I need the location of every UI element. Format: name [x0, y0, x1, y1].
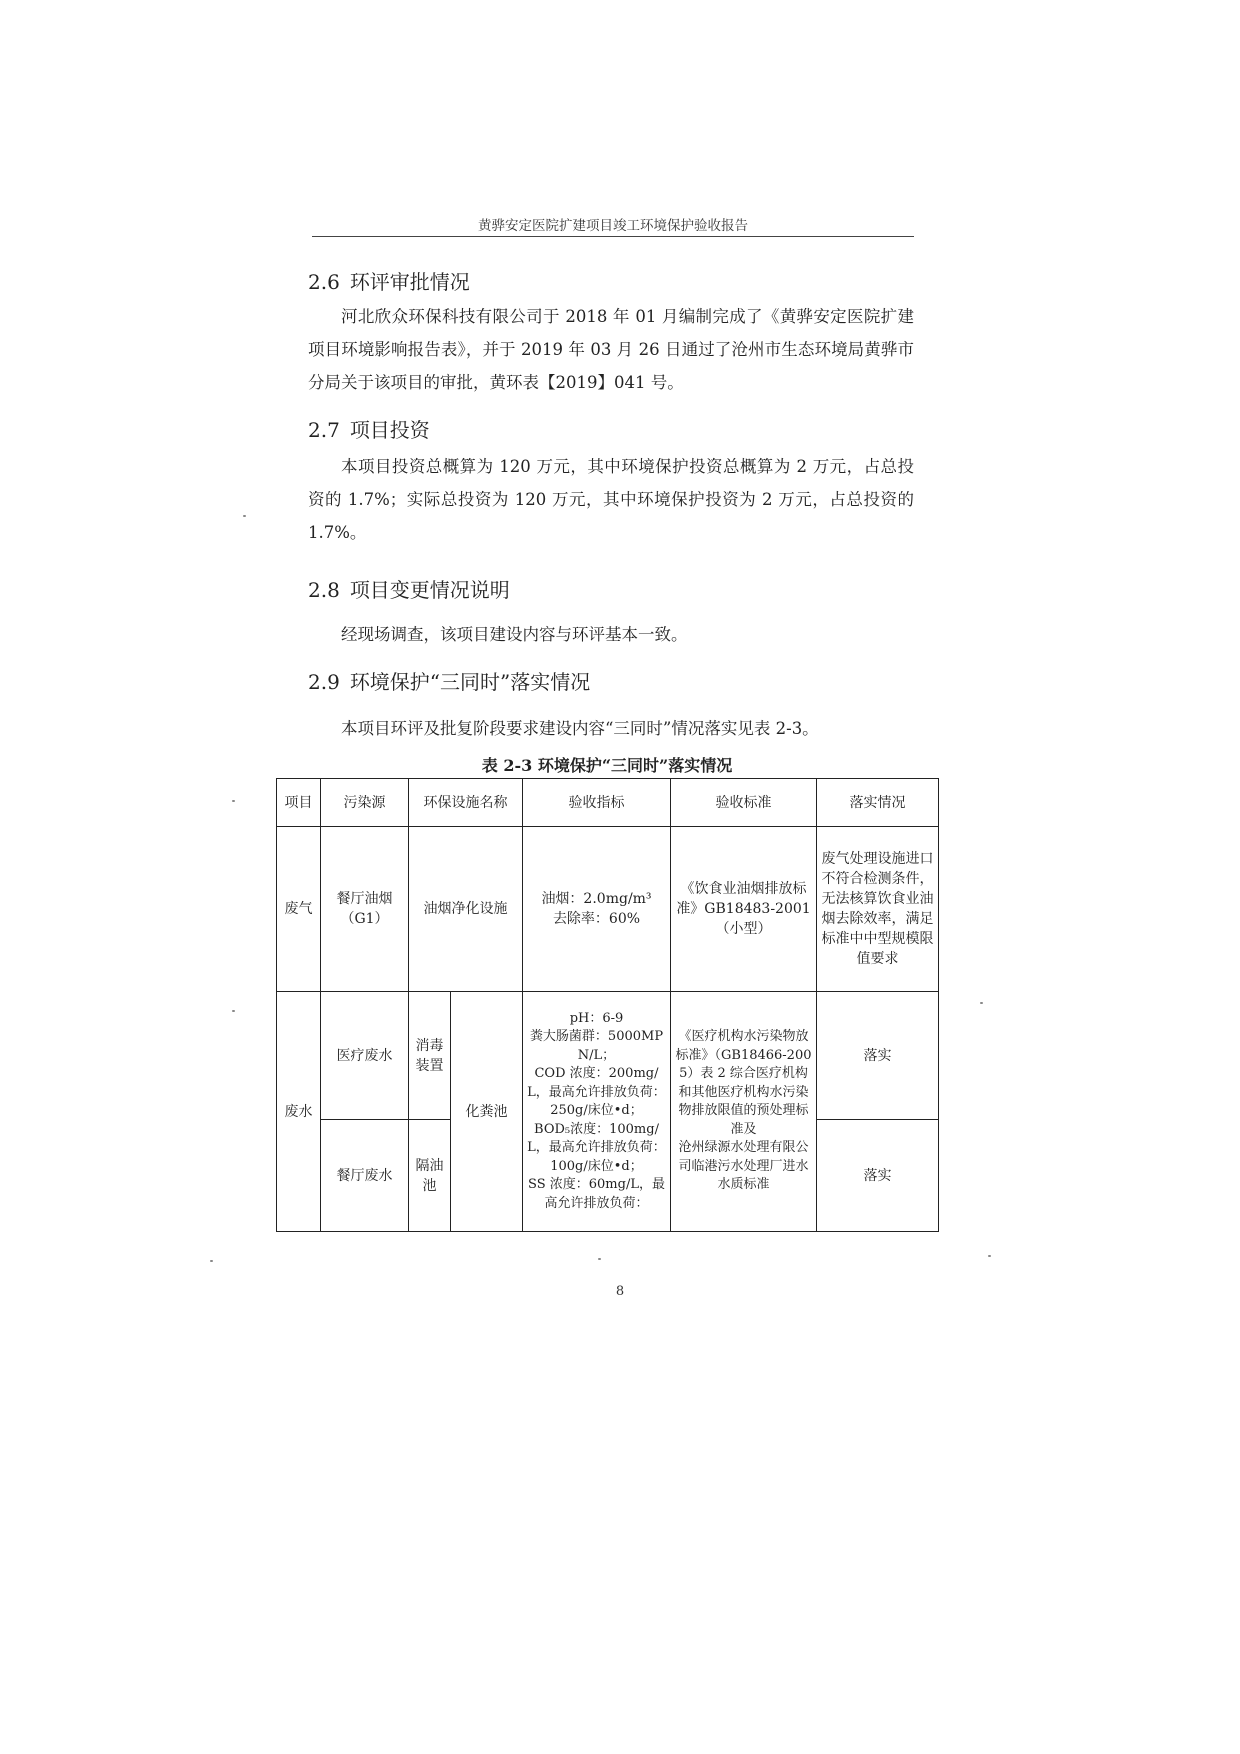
section-2-9-paragraph: 本项目环评及批复阶段要求建设内容“三同时”情况落实见表 2-3。: [341, 719, 819, 738]
cell-source: 餐厅油烟 （G1）: [321, 827, 409, 992]
cell-indicator: pH：6-9 粪大肠菌群：5000MPN/L； COD 浓度：200mg/L，最高允许排放负荷：250g/床位•d； BOD₅浓度：100mg/L，最高允许排放负荷：100g/床位•d； SS 浓度：60mg/L，最高允许排放负荷：: [523, 992, 671, 1232]
section-2-8-paragraph: 经现场调查，该项目建设内容与环评基本一致。: [341, 625, 688, 644]
cell-status: 废气处理设施进口不符合检测条件，无法核算饮食业油烟去除效率，满足标准中中型规模限值要求: [817, 827, 939, 992]
section-2-8-heading: [308, 574, 510, 603]
page-number: 8: [615, 1284, 625, 1299]
section-number: 2.8: [308, 578, 340, 602]
cell-status-canteen: 落实: [817, 1120, 939, 1232]
cell-standard: 《医疗机构水污染物放标准》（GB18466-2005）表 2 综合医疗机构和其他医疗机构水污染物排放限值的预处理标准及 沧州绿源水处理有限公司临港污水处理厂进水水质标准: [671, 992, 817, 1232]
cell-source-medical: 医疗废水: [321, 992, 409, 1120]
section-2-7-paragraph: 本项目投资总概算为 120 万元，其中环境保护投资总概算为 2 万元，占总投资的 1.7%；实际总投资为 120 万元，其中环境保护投资为 2 万元，占总投资的 1.7%。: [308, 457, 914, 542]
cell-item: 废水: [277, 992, 321, 1232]
scan-speck: [988, 1255, 991, 1257]
section-title: 环评审批情况: [349, 270, 470, 294]
scan-speck: [232, 800, 235, 802]
cell-indicator: 油烟：2.0mg/m³ 去除率：60%: [523, 827, 671, 992]
header-cell-status: 落实情况: [817, 779, 939, 827]
cell-sub-facility-grease-trap: 隔油池: [409, 1120, 451, 1232]
section-2-7-heading: [308, 414, 430, 443]
cell-standard: 《饮食业油烟排放标准》GB18483-2001（小型）: [671, 827, 817, 992]
cell-status-medical: 落实: [817, 992, 939, 1120]
cell-source-canteen: 餐厅废水: [321, 1120, 409, 1232]
section-title: 环境保护“三同时”落实情况: [349, 670, 591, 694]
section-title: 项目投资: [349, 418, 430, 442]
cell-facility-septic-tank: 化粪池: [451, 992, 523, 1232]
header-cell-indicator: 验收指标: [523, 779, 671, 827]
section-2-6-paragraph: 河北欣众环保科技有限公司于 2018 年 01 月编制完成了《黄骅安定医院扩建项目环境影响报告表》，并于 2019 年 03 月 26 日通过了沧州市生态环境局黄骅市分局关于该项目的审批，黄环表【2019】041 号。: [308, 307, 914, 392]
scan-speck: [598, 1258, 601, 1260]
section-number: 2.9: [308, 670, 340, 694]
scan-speck: [232, 1010, 235, 1012]
section-2-6-heading: [308, 266, 470, 295]
section-2-9-heading: [308, 666, 590, 695]
header-cell-standard: 验收标准: [671, 779, 817, 827]
table-row-wastewater-medical: [277, 992, 939, 1120]
header-cell-facility: 环保设施名称: [409, 779, 523, 827]
section-number: 2.7: [308, 418, 340, 442]
scan-speck: [243, 515, 246, 517]
header-cell-item: 项目: [277, 779, 321, 827]
table-caption: 表 2-3 环境保护“三同时”落实情况: [481, 756, 733, 775]
cell-item: 废气: [277, 827, 321, 992]
scan-speck: [980, 1002, 983, 1004]
table-row-exhaust-gas: [277, 827, 939, 992]
page-header: 黄骅安定医院扩建项目竣工环境保护验收报告: [478, 218, 748, 234]
header-rule: [312, 236, 914, 237]
section-number: 2.6: [308, 270, 340, 294]
scan-speck: [210, 1260, 213, 1262]
section-title: 项目变更情况说明: [349, 578, 510, 602]
cell-sub-facility-disinfection: 消毒装置: [409, 992, 451, 1120]
header-cell-source: 污染源: [321, 779, 409, 827]
three-simultaneous-table: [276, 778, 939, 1232]
table-header-row: [277, 779, 939, 827]
cell-facility: 油烟净化设施: [409, 827, 523, 992]
